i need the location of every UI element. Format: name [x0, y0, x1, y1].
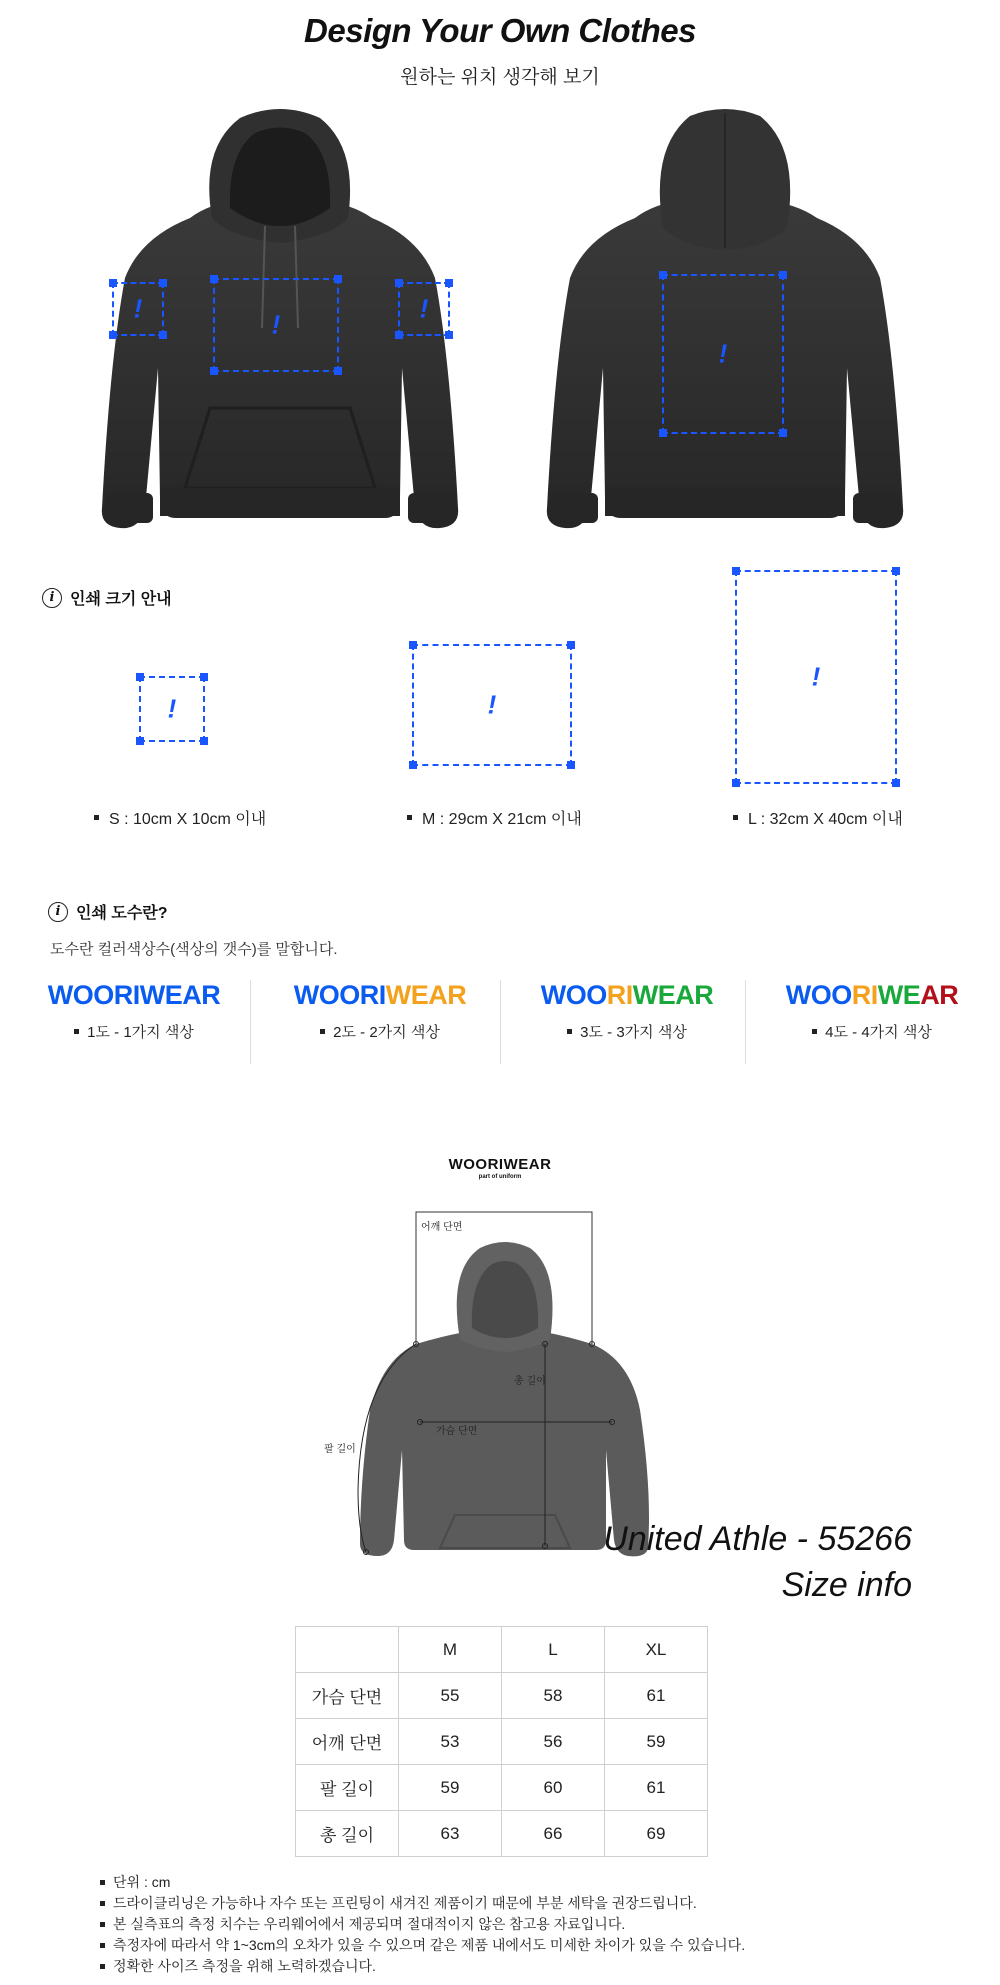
front-left-sleeve-print-area[interactable] — [112, 282, 164, 336]
table-cell: 61 — [605, 1765, 708, 1811]
size-l-label: L : 32cm X 40cm 이내 — [733, 806, 903, 829]
front-chest-print-area[interactable] — [213, 278, 339, 372]
color-count-heading-text: 인쇄 도수란? — [76, 905, 168, 922]
size-s-box — [139, 676, 205, 742]
size-info-title: Size info — [781, 1566, 912, 1604]
size-m-label: M : 29cm X 21cm 이내 — [407, 806, 582, 829]
page-subtitle: 원하는 위치 생각해 보기 — [400, 67, 600, 88]
logo-segment: WEAR — [632, 980, 714, 1010]
chest-label: 가슴 단면 — [436, 1426, 478, 1437]
size-l-box — [735, 570, 897, 784]
logo-segment: WEAR — [385, 980, 467, 1010]
back-print-area[interactable] — [662, 274, 784, 434]
table-cell: 60 — [502, 1765, 605, 1811]
info-icon: i — [42, 588, 62, 608]
logo-segment: WOO — [540, 980, 607, 1010]
info-icon: i — [48, 902, 68, 922]
color-count-label: 3도 - 3가지 색상 — [505, 1021, 749, 1042]
size-m-box — [412, 644, 572, 766]
length-label: 총 길이 — [514, 1376, 546, 1387]
table-cell: 53 — [399, 1719, 502, 1765]
color-count-item — [12, 980, 256, 1064]
wooriwear-logo — [258, 980, 502, 1011]
table-header-cell — [296, 1627, 399, 1673]
table-cell: 61 — [605, 1673, 708, 1719]
table-header-cell: M — [399, 1627, 502, 1673]
color-count-description: 도수란 컬러색상수(색상의 갯수)를 말합니다. — [50, 941, 338, 958]
table-header-cell: XL — [605, 1627, 708, 1673]
table-header-row — [296, 1627, 708, 1673]
print-size-heading — [42, 586, 172, 609]
wooriwear-logo — [505, 980, 749, 1011]
wooriwear-logo — [750, 980, 994, 1011]
color-count-item — [505, 980, 749, 1064]
logo-segment: RI — [606, 980, 633, 1010]
size-table — [295, 1626, 708, 1857]
logo-segment: WOORI — [293, 980, 386, 1010]
logo-segment: WOO — [785, 980, 852, 1010]
note-item: 측정자에 따라서 약 1~3cm의 오차가 있을 수 있으며 같은 제품 내에서도 미세한 차이가 있을 수 있습니다. — [100, 1935, 745, 1956]
divider — [500, 980, 501, 1064]
color-count-label: 4도 - 4가지 색상 — [750, 1021, 994, 1042]
print-mark-icon: ! — [811, 661, 821, 692]
brand-logo: WOORIWEAR part of uniform — [448, 1156, 552, 1180]
table-cell: 58 — [502, 1673, 605, 1719]
logo-segment: WE — [877, 980, 921, 1010]
print-size-heading-text: 인쇄 크기 안내 — [70, 591, 172, 608]
note-item: 본 실측표의 측정 치수는 우리웨어에서 제공되며 절대적이지 않은 참고용 자료입니다. — [100, 1914, 745, 1935]
print-mark-icon: ! — [718, 338, 728, 369]
color-count-label: 2도 - 2가지 색상 — [258, 1021, 502, 1042]
model-name: United Athle - 55266 — [603, 1520, 912, 1558]
table-cell: 59 — [399, 1765, 502, 1811]
table-cell: 총 길이 — [296, 1811, 399, 1857]
table-row — [296, 1811, 708, 1857]
print-mark-icon: ! — [487, 689, 497, 720]
note-item: 단위 : cm — [100, 1872, 745, 1893]
print-mark-icon: ! — [271, 309, 281, 340]
table-cell: 55 — [399, 1673, 502, 1719]
table-cell: 56 — [502, 1719, 605, 1765]
table-cell: 어깨 단면 — [296, 1719, 399, 1765]
table-cell: 69 — [605, 1811, 708, 1857]
page-title: Design Your Own Clothes — [304, 12, 696, 49]
color-count-label: 1도 - 1가지 색상 — [12, 1021, 256, 1042]
table-cell: 66 — [502, 1811, 605, 1857]
front-right-sleeve-print-area[interactable] — [398, 282, 450, 336]
logo-segment: RI — [851, 980, 878, 1010]
size-notes — [100, 1872, 745, 1977]
table-cell: 59 — [605, 1719, 708, 1765]
print-mark-icon: ! — [133, 293, 143, 324]
print-mark-icon: ! — [167, 693, 177, 724]
color-count-heading — [48, 900, 168, 923]
print-mark-icon: ! — [419, 293, 429, 324]
shoulder-label: 어깨 단면 — [421, 1222, 463, 1233]
size-s-label: S : 10cm X 10cm 이내 — [94, 806, 266, 829]
divider — [250, 980, 251, 1064]
color-count-item — [750, 980, 994, 1064]
hoodie-measurement-image — [330, 1210, 670, 1560]
note-item: 정확한 사이즈 측정을 위해 노력하겠습니다. — [100, 1956, 745, 1977]
table-cell: 팔 길이 — [296, 1765, 399, 1811]
table-row — [296, 1719, 708, 1765]
divider — [745, 980, 746, 1064]
wooriwear-logo — [12, 980, 256, 1011]
table-row — [296, 1673, 708, 1719]
table-cell: 63 — [399, 1811, 502, 1857]
table-header-cell: L — [502, 1627, 605, 1673]
table-row — [296, 1765, 708, 1811]
logo-segment: WOORIWEAR — [47, 980, 221, 1010]
sleeve-label: 팔 길이 — [324, 1444, 356, 1455]
color-count-item — [258, 980, 502, 1064]
logo-segment: AR — [920, 980, 959, 1010]
note-item: 드라이클리닝은 가능하나 자수 또는 프린팅이 새겨진 제품이기 때문에 부분 세탁을 권장드립니다. — [100, 1893, 745, 1914]
table-cell: 가슴 단면 — [296, 1673, 399, 1719]
